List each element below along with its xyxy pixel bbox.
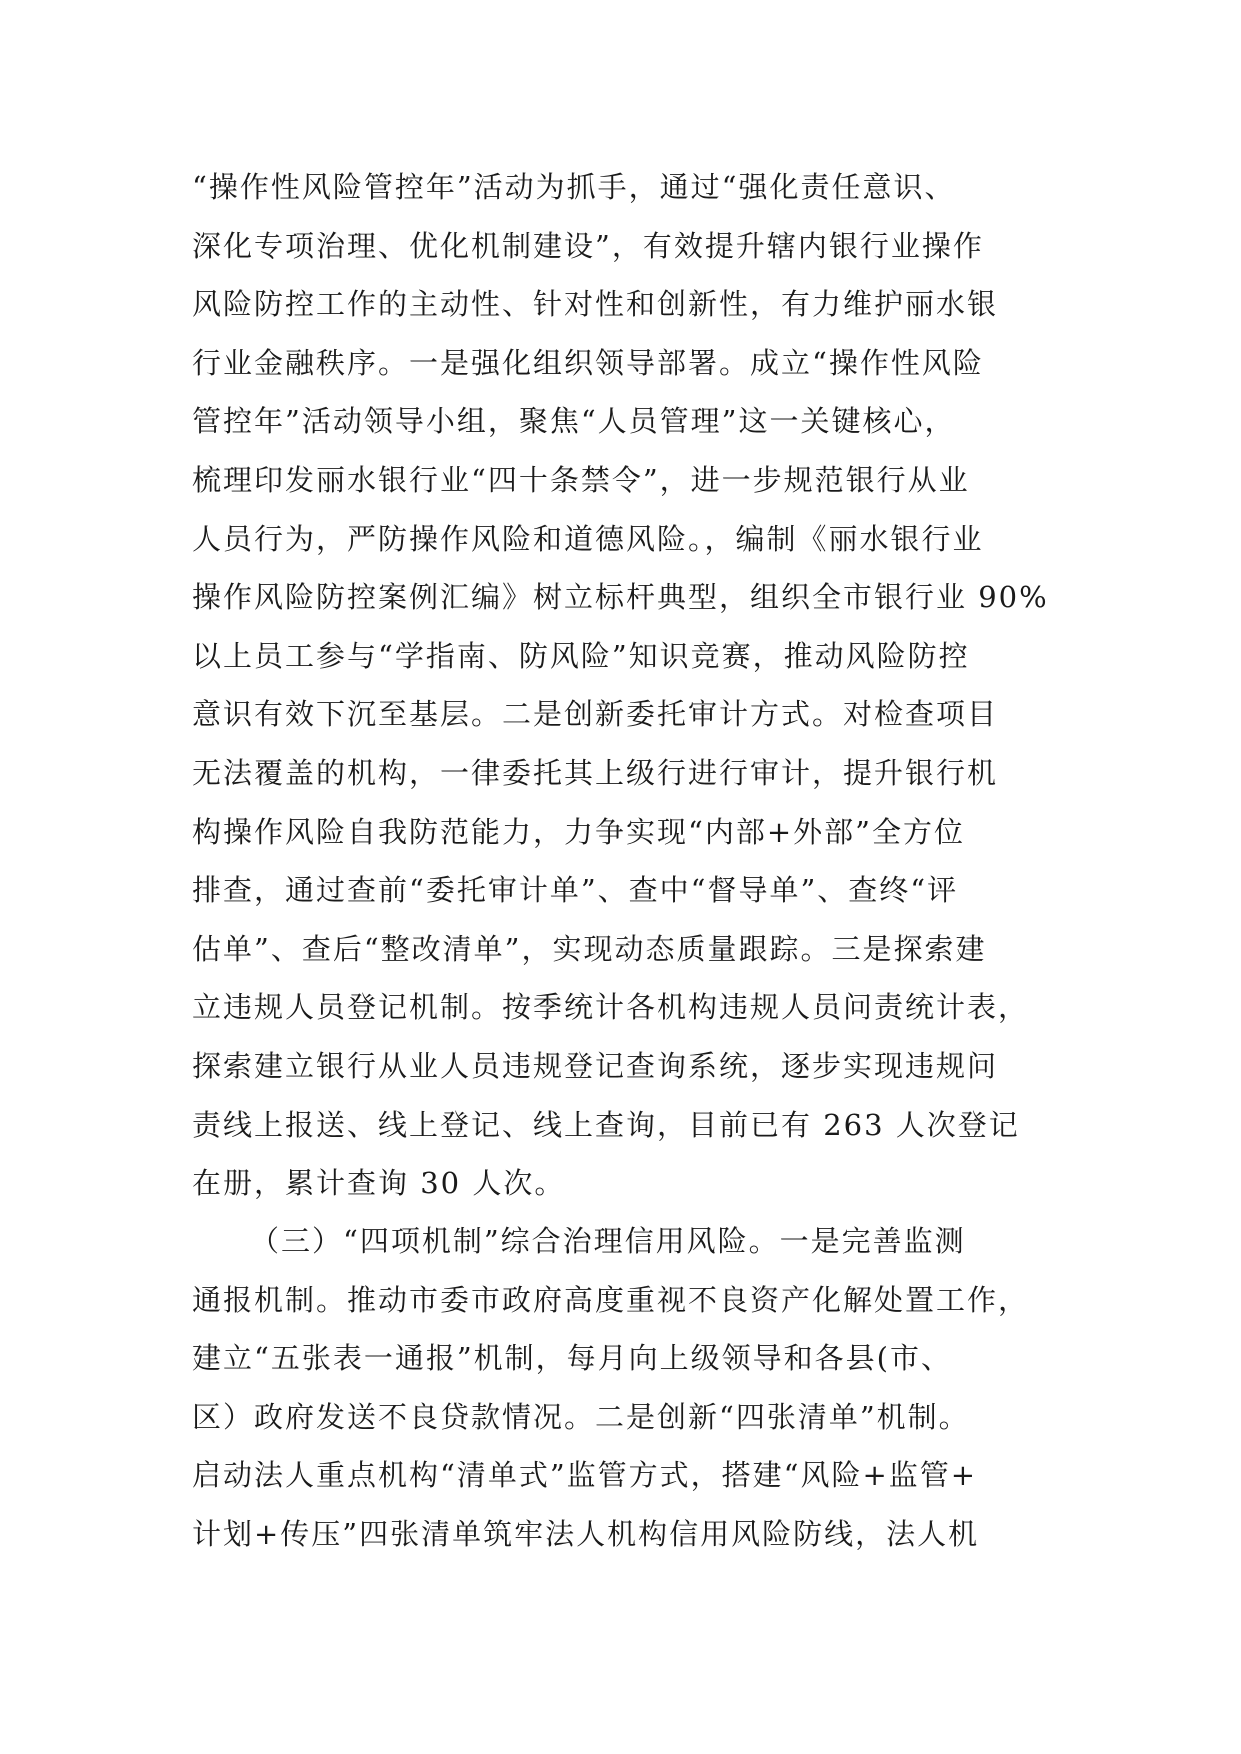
paragraph-credit-risk — [192, 1212, 1062, 1564]
text-line: 在册，累计查询 30 人次。 — [192, 1166, 566, 1201]
text-line: 操作风险防控案例汇编》树立标杆典型，组织全市银行业 90% — [192, 580, 1049, 615]
text-line: 启动法人重点机构“清单式”监管方式，搭建“风险+监管+ — [192, 1458, 978, 1493]
text-line: 行业金融秩序。一是强化组织领导部署。成立“操作性风险 — [192, 345, 984, 380]
text-line: 估单”、查后“整改清单”，实现动态质量跟踪。三是探索建 — [192, 931, 987, 966]
text-line: “操作性风险管控年”活动为抓手，通过“强化责任意识、 — [192, 170, 956, 204]
text-line: 建立“五张表一通报”机制，每月向上级领导和各县(市、 — [192, 1341, 952, 1376]
text-line: 计划+传压”四张清单筑牢法人机构信用风险防线，法人机 — [192, 1516, 980, 1551]
text-line: 责线上报送、线上登记、线上查询，目前已有 263 人次登记 — [192, 1107, 1020, 1142]
text-line: 管控年”活动领导小组，聚焦“人员管理”这一关键核心， — [192, 404, 956, 439]
text-line: 风险防控工作的主动性、针对性和创新性，有力维护丽水银 — [192, 287, 999, 322]
text-line: 深化专项治理、优化机制建设”，有效提升辖内银行业操作 — [192, 228, 984, 263]
section-heading-line: （三）“四项机制”综合治理信用风险。一是完善监测 — [250, 1224, 966, 1258]
text-line: 构操作风险自我防范能力，力争实现“内部+外部”全方位 — [192, 814, 965, 849]
text-line: 区）政府发送不良贷款情况。二是创新“四张清单”机制。 — [192, 1399, 970, 1434]
text-line: 探索建立银行从业人员违规登记查询系统，逐步实现违规问 — [192, 1048, 999, 1083]
text-line: 以上员工参与“学指南、防风险”知识竞赛，推动风险防控 — [192, 638, 970, 673]
text-line: 梳理印发丽水银行业“四十条禁令”，进一步规范银行从业 — [192, 462, 970, 497]
text-line: 意识有效下沉至基层。二是创新委托审计方式。对检查项目 — [192, 697, 999, 732]
text-line: 人员行为，严防操作风险和道德风险。，编制《丽水银行业 — [192, 521, 984, 556]
text-line: 立违规人员登记机制。按季统计各机构违规人员问责统计表， — [192, 990, 1030, 1025]
paragraph-operational-risk — [192, 158, 1062, 1213]
text-line: 无法覆盖的机构，一律委托其上级行进行审计，提升银行机 — [192, 755, 999, 790]
text-line: 通报机制。推动市委市政府高度重视不良资产化解处置工作， — [192, 1282, 1030, 1317]
text-line: 排查，通过查前“委托审计单”、查中“督导单”、查终“评 — [192, 873, 959, 908]
